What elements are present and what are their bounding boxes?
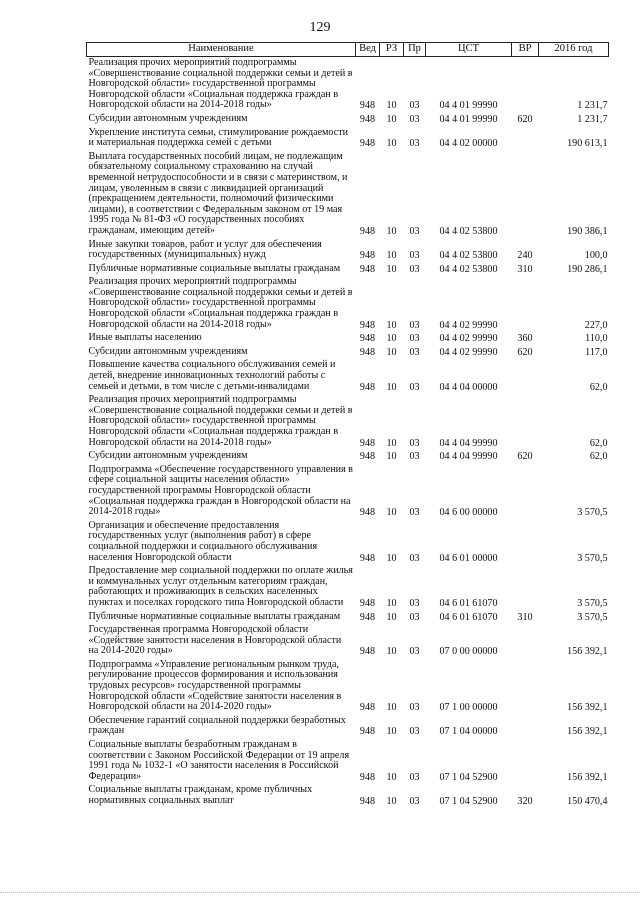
- row-rz: 10: [386, 597, 397, 609]
- row-cst: 04 6 01 61070: [439, 597, 498, 609]
- row-ved: 948: [359, 381, 376, 393]
- row-rz: 10: [386, 796, 397, 807]
- row-rz: 10: [386, 771, 397, 783]
- row-cst: 04 6 00 00000: [439, 507, 498, 519]
- row-rz: 10: [386, 250, 397, 262]
- row-pr: 03: [409, 225, 420, 237]
- row-vr: [512, 127, 539, 151]
- row-pr: 03: [409, 771, 420, 783]
- row-cst: 04 4 02 99990: [439, 346, 498, 358]
- table-row: [87, 784, 609, 808]
- row-rz: 10: [386, 113, 397, 125]
- column-header-vr: ВР: [512, 43, 539, 57]
- row-amount: 62,0: [589, 437, 608, 449]
- row-cst: 07 1 04 00000: [439, 726, 498, 738]
- row-ved: 948: [359, 250, 376, 262]
- row-pr: 03: [409, 611, 420, 623]
- row-ved: 948: [359, 437, 376, 449]
- row-pr: 03: [409, 319, 420, 331]
- row-name: Подпрограмма «Обеспечение государственного управления в сфере социальной защиты населения области» государственной программы Новгородской области «Социальная поддержка граждан в Новгородской области на 2014-2018 годы»: [88, 463, 353, 518]
- table-row: [87, 659, 609, 715]
- row-pr: 03: [409, 113, 420, 125]
- row-amount: 150 470,4: [567, 796, 608, 807]
- row-ved: 948: [359, 113, 376, 125]
- row-cst: 04 4 01 99990: [439, 113, 498, 125]
- row-name: Укрепление института семьи, стимулирование рождаемости и материальная поддержка семей с детьми: [88, 126, 349, 149]
- row-vr: [512, 565, 539, 610]
- column-header-rz: РЗ: [380, 43, 404, 57]
- row-pr: 03: [409, 437, 420, 449]
- row-rz: 10: [386, 138, 397, 150]
- row-rz: 10: [386, 507, 397, 519]
- column-header-name: Наименование: [87, 43, 356, 57]
- row-name: Обеспечение гарантий социальной поддержки безработных граждан: [88, 714, 346, 737]
- row-vr: [512, 57, 539, 113]
- row-name: Субсидии автономным учреждениям: [88, 345, 248, 357]
- row-cst: 04 4 02 99990: [439, 319, 498, 331]
- row-amount: 156 392,1: [567, 771, 608, 783]
- row-ved: 948: [359, 225, 376, 237]
- row-ved: 948: [359, 597, 376, 609]
- row-pr: 03: [409, 250, 420, 262]
- row-rz: 10: [386, 100, 397, 112]
- table-row: [87, 346, 609, 360]
- row-rz: 10: [386, 552, 397, 564]
- budget-table: [86, 42, 609, 809]
- row-vr: [512, 359, 539, 394]
- table-row: [87, 565, 609, 610]
- row-rz: 10: [386, 225, 397, 237]
- row-name: Реализация прочих мероприятий подпрограммы «Совершенствование социальной поддержки семьи и детей в Новгородской области» государственной программы Новгородской области «Социальная поддержка граждан в Новгородской области на 2014-2018 годы»: [88, 57, 353, 111]
- row-name: Публичные нормативные социальные выплаты гражданам: [88, 610, 341, 622]
- row-rz: 10: [386, 346, 397, 358]
- row-cst: 04 4 04 99990: [439, 437, 498, 449]
- row-cst: 04 4 02 00000: [439, 138, 498, 150]
- row-name: Реализация прочих мероприятий подпрограммы «Совершенствование социальной поддержки семьи и детей в Новгородской области» государственной программы Новгородской области «Социальная поддержка граждан в Новгородской области на 2014-2018 годы»: [88, 394, 353, 448]
- row-pr: 03: [409, 100, 420, 112]
- table-row: [87, 239, 609, 263]
- table-row: [87, 464, 609, 520]
- row-name: Социальные выплаты гражданам, кроме публичных нормативных социальных выплат: [88, 784, 313, 806]
- row-rz: 10: [386, 333, 397, 345]
- page-bottom-edge: [0, 892, 640, 893]
- row-amount: 110,0: [585, 333, 608, 345]
- row-amount: 3 570,5: [577, 552, 608, 564]
- row-vr: 360: [517, 333, 533, 345]
- row-cst: 07 0 00 00000: [439, 646, 498, 658]
- row-ved: 948: [359, 552, 376, 564]
- row-name: Иные закупки товаров, работ и услуг для обеспечения государственных (муниципальных) нужд: [88, 238, 322, 261]
- row-vr: [512, 624, 539, 659]
- row-amount: 62,0: [589, 451, 608, 463]
- row-pr: 03: [409, 333, 420, 345]
- row-vr: 620: [517, 346, 533, 358]
- row-vr: [512, 464, 539, 520]
- row-ved: 948: [359, 507, 376, 519]
- row-vr: [512, 659, 539, 715]
- row-vr: 240: [517, 250, 533, 262]
- row-vr: 320: [517, 796, 533, 807]
- row-vr: 620: [517, 451, 533, 463]
- row-name: Субсидии автономным учреждениям: [88, 450, 248, 462]
- row-vr: [512, 715, 539, 739]
- row-ved: 948: [359, 263, 376, 275]
- row-pr: 03: [409, 597, 420, 609]
- row-rz: 10: [386, 646, 397, 658]
- row-name: Предоставление мер социальной поддержки по оплате жилья и коммунальных услуг отдельным категориям граждан, работающих и проживающих в сельских населенных пунктах и поселках городского типа Новгородской области: [88, 565, 353, 608]
- row-pr: 03: [409, 646, 420, 658]
- row-amount: 3 570,5: [577, 611, 608, 623]
- row-vr: 620: [517, 113, 533, 125]
- row-cst: 07 1 04 52900: [439, 796, 498, 807]
- row-amount: 156 392,1: [567, 646, 608, 658]
- row-name: Повышение качества социального обслуживания семей и детей, внедрение инновационных технологий работы с семьей и детьми, в том числе с детьми-инвалидами: [88, 359, 336, 392]
- row-amount: 156 392,1: [567, 726, 608, 738]
- row-name: Реализация прочих мероприятий подпрограммы «Совершенствование социальной поддержки семьи и детей в Новгородской области» государственной программы Новгородской области «Социальная поддержка граждан в Новгородской области на 2014-2018 годы»: [88, 276, 353, 330]
- row-rz: 10: [386, 381, 397, 393]
- row-name: Организация и обеспечение предоставления государственных услуг (выполнения работ) в сфере социальной поддержки и социального обслуживания населения Новгородской области: [88, 519, 318, 563]
- row-cst: 04 6 01 00000: [439, 552, 498, 564]
- row-ved: 948: [359, 333, 376, 345]
- row-name: Государственная программа Новгородской области «Содействие занятости населения в Новгородской области на 2014-2020 годы»: [88, 624, 342, 657]
- row-amount: 3 570,5: [577, 507, 608, 519]
- row-pr: 03: [409, 451, 420, 463]
- row-amount: 190 613,1: [567, 138, 608, 150]
- row-rz: 10: [386, 726, 397, 738]
- row-ved: 948: [359, 451, 376, 463]
- table-header-row: [87, 43, 609, 57]
- row-cst: 04 4 02 99990: [439, 333, 498, 345]
- row-ved: 948: [359, 771, 376, 783]
- row-cst: 04 4 02 53800: [439, 263, 498, 275]
- table-row: [87, 127, 609, 151]
- table-row: [87, 394, 609, 450]
- row-ved: 948: [359, 346, 376, 358]
- table-row: [87, 359, 609, 394]
- row-rz: 10: [386, 319, 397, 331]
- row-cst: 04 4 02 53800: [439, 250, 498, 262]
- row-vr: [512, 276, 539, 332]
- column-header-pr: Пр: [404, 43, 426, 57]
- row-ved: 948: [359, 138, 376, 150]
- table-row: [87, 450, 609, 464]
- row-cst: 04 4 02 53800: [439, 225, 498, 237]
- table-row: [87, 332, 609, 346]
- row-pr: 03: [409, 138, 420, 150]
- row-vr: [512, 394, 539, 450]
- row-ved: 948: [359, 319, 376, 331]
- row-name: Иные выплаты населению: [88, 332, 202, 344]
- row-name: Социальные выплаты безработным гражданам в соответствии с Законом Российской Федерации от 19 апреля 1991 года № 1032-1 «О занятости населения в Российской Федерации»: [88, 739, 350, 782]
- row-rz: 10: [386, 263, 397, 275]
- row-rz: 10: [386, 611, 397, 623]
- table-row: [87, 57, 609, 113]
- row-cst: 04 4 04 00000: [439, 381, 498, 393]
- row-pr: 03: [409, 346, 420, 358]
- page-number: 129: [309, 20, 331, 35]
- row-amount: 62,0: [589, 381, 608, 393]
- row-name: Субсидии автономным учреждениям: [88, 112, 248, 124]
- row-amount: 3 570,5: [577, 597, 608, 609]
- row-cst: 07 1 00 00000: [439, 702, 498, 714]
- row-pr: 03: [409, 507, 420, 519]
- table-row: [87, 611, 609, 625]
- row-pr: 03: [409, 726, 420, 738]
- row-pr: 03: [409, 796, 420, 807]
- row-ved: 948: [359, 796, 376, 807]
- table-row: [87, 151, 609, 239]
- row-pr: 03: [409, 702, 420, 714]
- table-row: [87, 113, 609, 127]
- row-vr: [512, 151, 539, 239]
- table-row: [87, 624, 609, 659]
- row-ved: 948: [359, 726, 376, 738]
- row-amount: 1 231,7: [577, 100, 608, 112]
- row-ved: 948: [359, 702, 376, 714]
- row-vr: [512, 520, 539, 565]
- row-vr: [512, 739, 539, 784]
- row-name: Выплата государственных пособий лицам, не подлежащим обязательному социальному страхованию на случай временной нетрудоспособности и в связи с материнством, и лицам, уволенным в связи с ликвидацией организаций (прекращением деятельности, полномочий физическими лицами), в соответствии с Федеральным законом от 19 мая 1995 года № 81-ФЗ «О государственных пособиях гражданам, имеющим детей»: [88, 150, 348, 236]
- row-cst: 04 4 01 99990: [439, 100, 498, 112]
- row-amount: 156 392,1: [567, 702, 608, 714]
- row-amount: 1 231,7: [577, 113, 608, 125]
- table-row: [87, 715, 609, 739]
- row-pr: 03: [409, 381, 420, 393]
- row-pr: 03: [409, 263, 420, 275]
- column-header-cst: ЦСТ: [426, 43, 512, 57]
- row-vr: 310: [517, 611, 533, 623]
- row-cst: 07 1 04 52900: [439, 771, 498, 783]
- row-amount: 100,0: [584, 250, 608, 262]
- row-rz: 10: [386, 451, 397, 463]
- column-header-ved: Вед: [356, 43, 380, 57]
- row-amount: 190 286,1: [567, 263, 608, 275]
- row-amount: 227,0: [584, 319, 608, 331]
- row-pr: 03: [409, 552, 420, 564]
- row-name: Подпрограмма «Управление региональным рынком труда, регулирование процессов формирования и использования трудовых ресурсов» государственной программы Новгородской области «Содействие занятости населения в Новгородской области на 2014-2020 годы»: [88, 658, 342, 713]
- row-ved: 948: [359, 611, 376, 623]
- table-row: [87, 276, 609, 332]
- row-vr: 310: [517, 263, 533, 275]
- row-amount: 117,0: [585, 346, 608, 358]
- row-ved: 948: [359, 646, 376, 658]
- row-rz: 10: [386, 702, 397, 714]
- row-rz: 10: [386, 437, 397, 449]
- row-ved: 948: [359, 100, 376, 112]
- row-name: Публичные нормативные социальные выплаты гражданам: [88, 262, 341, 274]
- row-amount: 190 386,1: [567, 225, 608, 237]
- table-row: [87, 520, 609, 565]
- table-row: [87, 263, 609, 277]
- table-row: [87, 739, 609, 784]
- column-header-year: 2016 год: [539, 43, 609, 57]
- row-cst: 04 4 04 99990: [439, 451, 498, 463]
- row-cst: 04 6 01 61070: [439, 611, 498, 623]
